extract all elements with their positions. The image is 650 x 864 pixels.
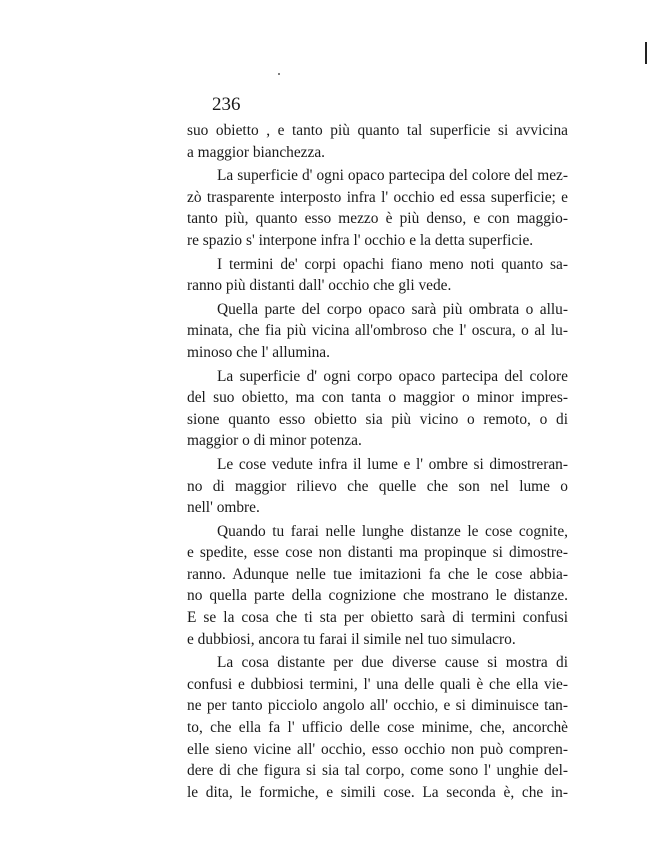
text-line: ranno più distanti dall' occhio che gli vede. bbox=[187, 277, 452, 295]
paragraph bbox=[187, 299, 568, 364]
text-line: minoso che l' allumina. bbox=[187, 343, 330, 361]
text-line: suo obietto , e tanto più quanto tal superficie si avvicina bbox=[187, 122, 568, 139]
text-line: Quando tu farai nelle lunghe distanze le cose cognite, bbox=[217, 522, 568, 540]
text-line: elle sieno vicine all' occhio, esso occhio non può compren- bbox=[187, 740, 568, 758]
paragraph bbox=[187, 120, 568, 163]
text-line: dere di che figura si sia tal corpo, come sono l' unghie del- bbox=[187, 762, 568, 780]
paragraph bbox=[187, 366, 568, 452]
paragraph bbox=[187, 521, 568, 651]
text-line: tanto più, quanto esso mezzo è più denso, e con maggio- bbox=[187, 210, 568, 228]
text-line: La superficie d' ogni opaco partecipa del colore del mez- bbox=[217, 167, 568, 185]
text-line: ranno. Adunque nelle tue imitazioni fa che le cose abbia- bbox=[187, 565, 568, 583]
text-line: e dubbiosi, ancora tu farai il simile nel tuo simulacro. bbox=[187, 630, 516, 648]
page-speck bbox=[278, 73, 280, 75]
page-edge-mark bbox=[645, 42, 647, 64]
paragraph bbox=[187, 652, 568, 803]
text-line: no quella parte della cognizione che mostrano le distanze. bbox=[187, 587, 568, 605]
text-line: Quella parte del corpo opaco sarà più ombrata o allu- bbox=[217, 300, 568, 318]
text-line: sione quanto esso obietto sia più vicino o remoto, o di bbox=[187, 410, 568, 428]
text-line: le dita, le formiche, e simili cose. La seconda è, che in- bbox=[187, 783, 568, 801]
text-line: zò trasparente interposto infra l' occhio ed essa superficie; e bbox=[187, 188, 568, 206]
text-line: E se la cosa che ti sta per obietto sarà di termini confusi bbox=[187, 609, 568, 627]
paragraph bbox=[187, 254, 568, 297]
body-text bbox=[187, 120, 568, 803]
text-line: re spazio s' interpone infra l' occhio e la detta superficie. bbox=[187, 231, 534, 249]
paragraph bbox=[187, 454, 568, 519]
page-number: 236 bbox=[212, 94, 241, 115]
text-line: I termini de' corpi opachi fiano meno noti quanto sa- bbox=[217, 255, 568, 273]
text-line: a maggior bianchezza. bbox=[187, 143, 326, 161]
text-line: confusi e dubbiosi termini, l' una delle quali è che ella vie- bbox=[187, 675, 568, 693]
text-line: no di maggior rilievo che quelle che son nel lume o bbox=[187, 477, 568, 495]
text-line: nell' ombre. bbox=[187, 499, 260, 517]
text-line: minata, che fia più vicina all'ombroso che l' oscura, o al lu- bbox=[187, 322, 568, 340]
text-line: to, che ella fa l' ufficio delle cose minime, che, ancorchè bbox=[187, 719, 568, 737]
paragraph bbox=[187, 165, 568, 251]
text-line: Le cose vedute infra il lume e l' ombre si dimostreran- bbox=[217, 455, 568, 473]
text-line: del suo obietto, ma con tanta o maggior o minor impres- bbox=[187, 389, 568, 407]
text-line: e spedite, esse cose non distanti ma propinque si dimostre- bbox=[187, 544, 568, 562]
text-line: La cosa distante per due diverse cause si mostra di bbox=[217, 654, 568, 672]
text-line: maggior o di minor potenza. bbox=[187, 432, 362, 450]
text-line: ne per tanto picciolo angolo all' occhio, e si diminuisce tan- bbox=[187, 697, 568, 715]
text-line: La superficie d' ogni corpo opaco partecipa del colore bbox=[217, 367, 568, 385]
